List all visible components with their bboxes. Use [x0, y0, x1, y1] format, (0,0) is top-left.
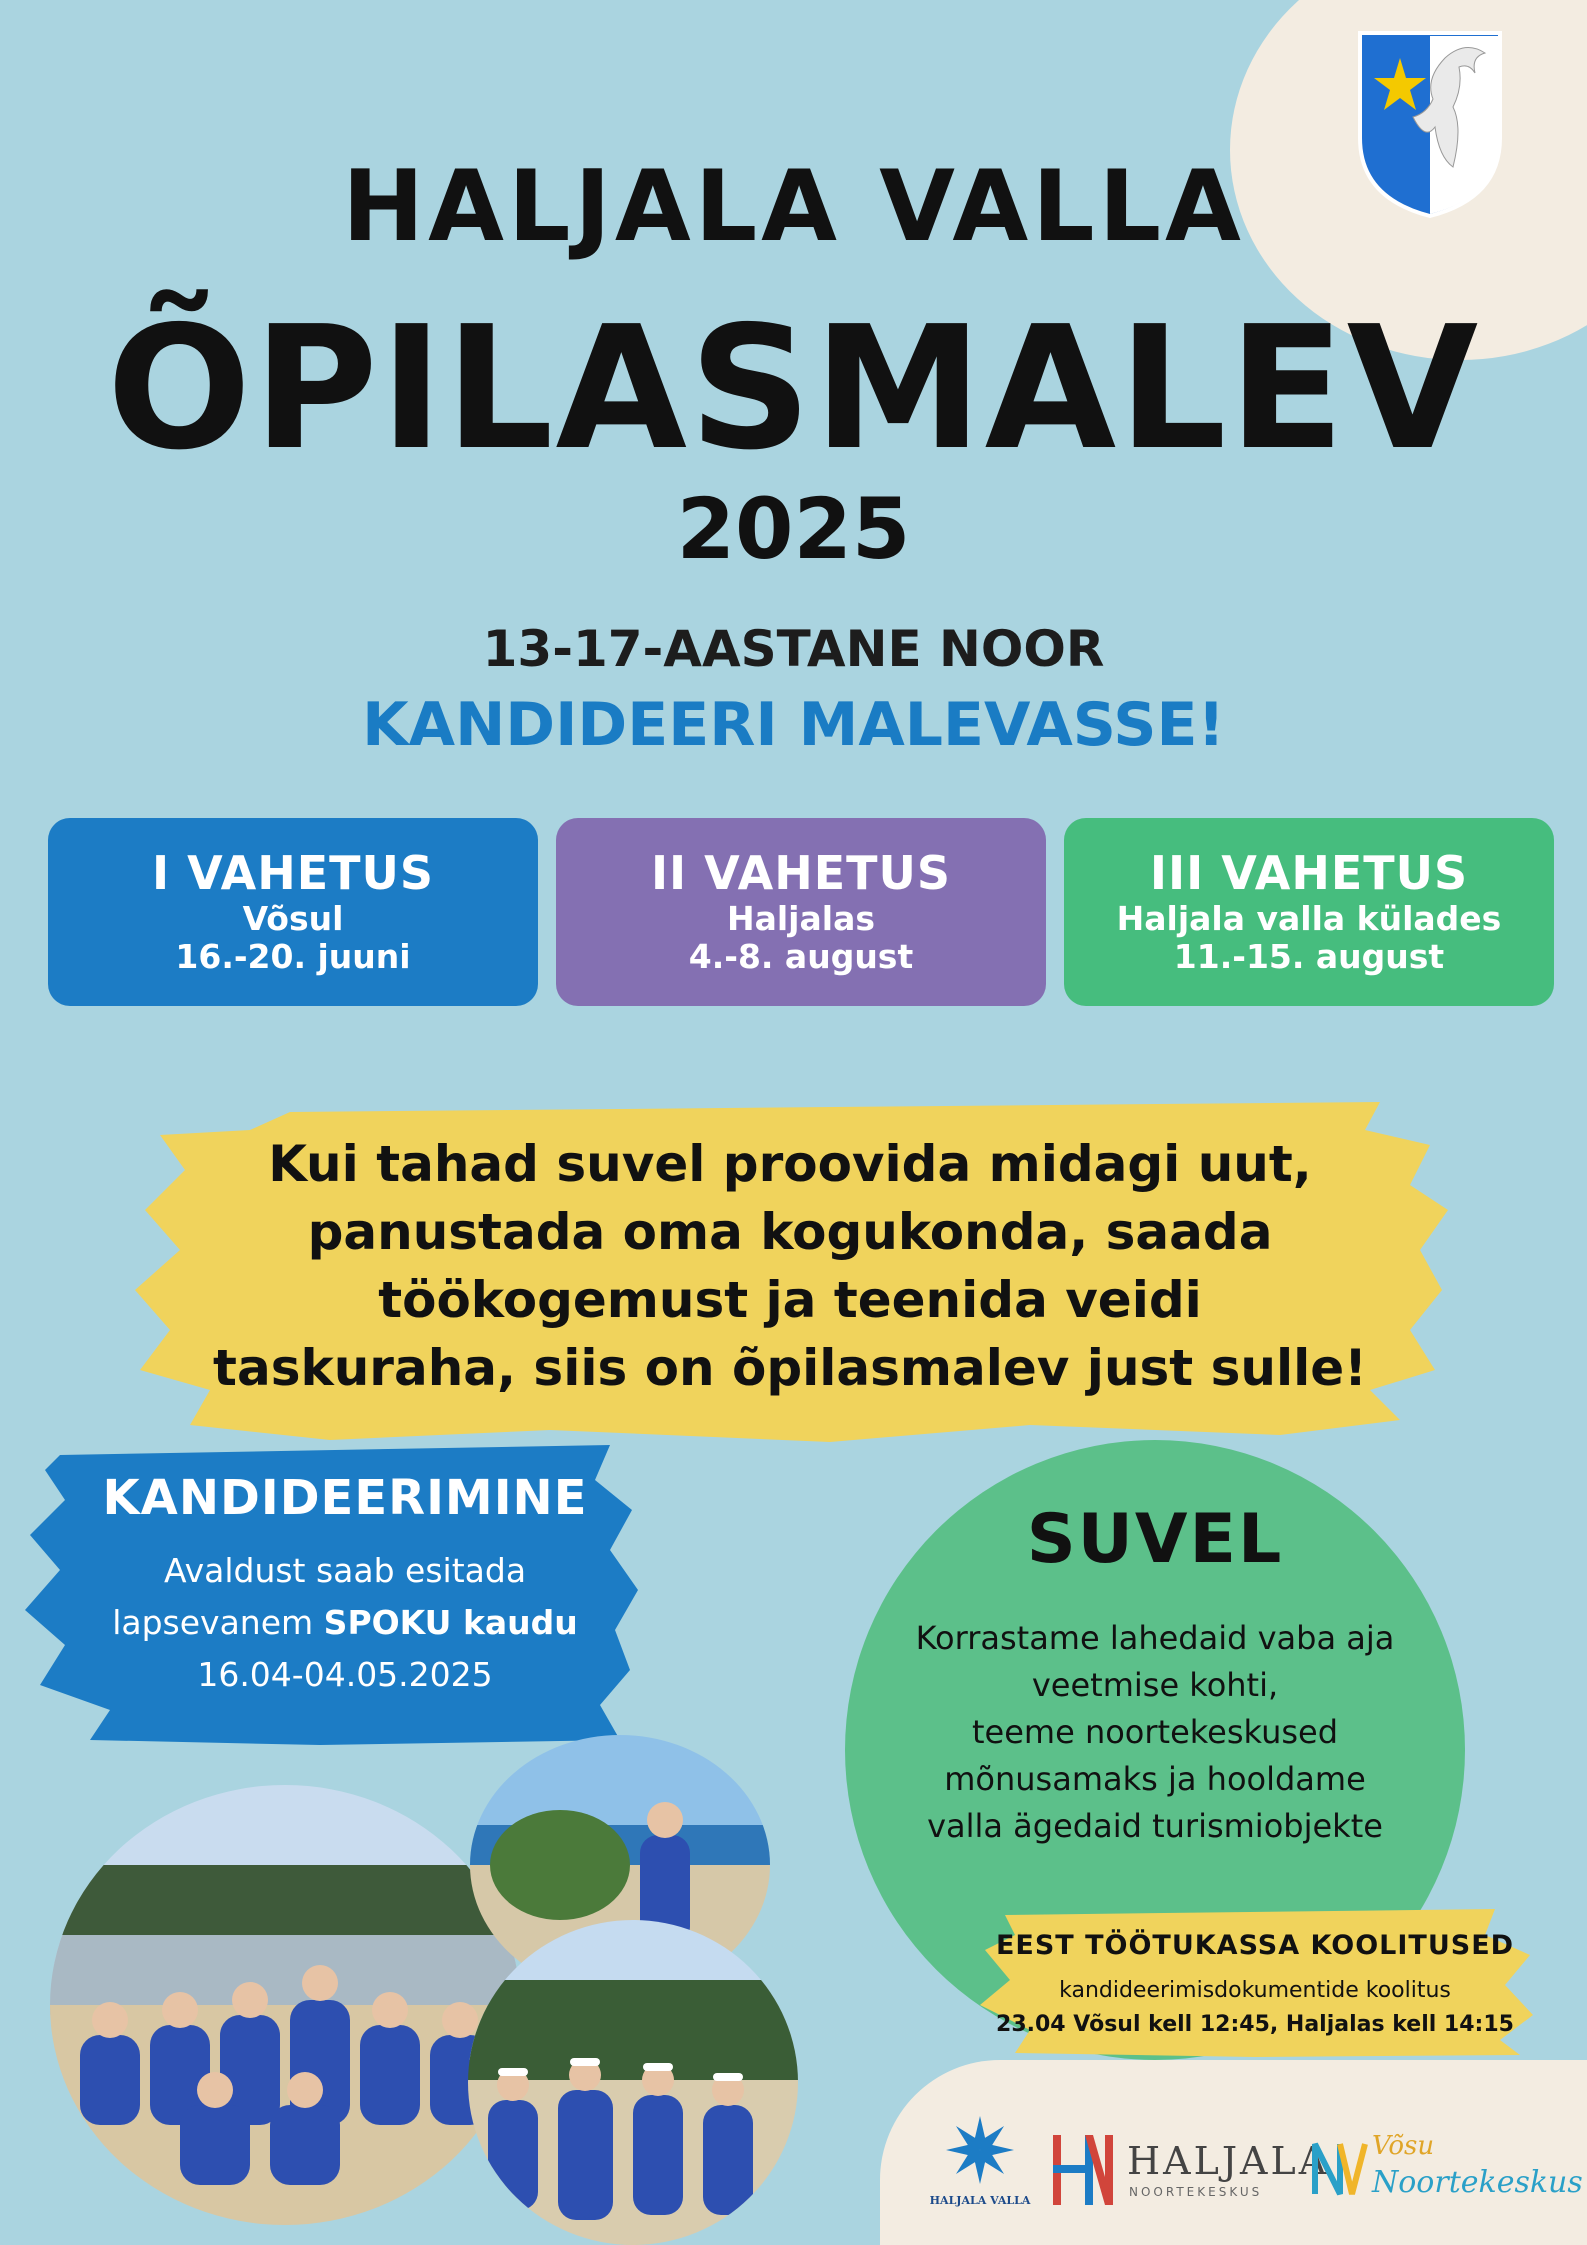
haljala-nk-name: HALJALA: [1127, 2139, 1330, 2183]
vosu-noortekeskus-logo: [1310, 2125, 1583, 2215]
title-line-1: HALJALA VALLA: [342, 150, 1245, 264]
intro-line: Kui tahad suvel proovida midagi uut,: [268, 1135, 1312, 1193]
training-line-1: kandideerimisdokumentide koolitus: [1059, 1978, 1451, 2003]
intro-text: [160, 1130, 1420, 1402]
intro-line: töökogemust ja teenida veidi: [378, 1271, 1202, 1329]
shift-card-2: [556, 818, 1046, 1006]
spoku-highlight: SPOKU kaudu: [323, 1603, 578, 1642]
application-dates: 16.04-04.05.2025: [197, 1655, 493, 1694]
shift-name: III VAHETUS: [1149, 846, 1469, 900]
shift-card-1: [48, 818, 538, 1006]
intro-line: panustada oma kogukonda, saada: [307, 1203, 1273, 1261]
haljala-valla-logo-text: HALJALA VALLA: [929, 2194, 1031, 2207]
summer-title: SUVEL: [1026, 1500, 1284, 1579]
application-line-2: lapsevanem SPOKU kaudu: [112, 1603, 578, 1642]
shift-dates: 11.-15. august: [1173, 937, 1445, 976]
summer-line: valla ägedaid turismiobjekte: [927, 1807, 1383, 1845]
summer-line: teeme noortekeskused: [971, 1713, 1339, 1751]
application-line-1: Avaldust saab esitada: [163, 1551, 527, 1590]
shift-place: Haljalas: [726, 899, 875, 938]
photo-dune-group: [468, 1920, 798, 2245]
application-title: KANDIDEERIMINE: [102, 1470, 588, 1526]
group-photo-beach: [50, 1785, 520, 2225]
application-text: [50, 1545, 640, 1701]
age-line: 13-17-AASTANE NOOR: [482, 620, 1105, 678]
title-line-2: ÕPILASMALEV: [106, 290, 1481, 488]
intro-line: taskuraha, siis on õpilasmalev just sulle!: [213, 1339, 1367, 1397]
shift-dates: 16.-20. juuni: [175, 937, 411, 976]
shift-name: II VAHETUS: [650, 846, 952, 900]
haljala-noortekeskus-logo: [1045, 2125, 1330, 2215]
haljala-valla-logo: [910, 2110, 1050, 2220]
vosu-top-text: Võsu: [1372, 2131, 1435, 2161]
shift-name: I VAHETUS: [152, 846, 434, 900]
summer-line: mõnusamaks ja hooldame: [944, 1760, 1366, 1798]
shift-place: Võsul: [242, 899, 344, 938]
summer-line: Korrastame lahedaid vaba aja: [915, 1619, 1395, 1657]
summer-line: veetmise kohti,: [1031, 1666, 1279, 1704]
training-title: EEST TÖÖTUKASSA KOOLITUSED: [995, 1930, 1515, 1961]
year: 2025: [676, 480, 911, 578]
shift-card-3: [1064, 818, 1554, 1006]
summer-text: [880, 1615, 1430, 1850]
nv-monogram-icon: [1310, 2139, 1370, 2199]
vosu-bottom-text: Noortekeskus: [1372, 2165, 1583, 2200]
haljala-nk-sub: NOORTEKESKUS: [1129, 2185, 1263, 2199]
training-line-2: 23.04 Võsul kell 12:45, Haljalas kell 14:15: [996, 2012, 1514, 2037]
call-to-action: KANDIDEERI MALEVASSE!: [362, 690, 1225, 760]
shift-place: Haljala valla külades: [1116, 899, 1502, 938]
hn-monogram-icon: [1045, 2125, 1125, 2215]
snowflake-icon: [910, 2110, 1050, 2190]
shift-dates: 4.-8. august: [688, 937, 914, 976]
